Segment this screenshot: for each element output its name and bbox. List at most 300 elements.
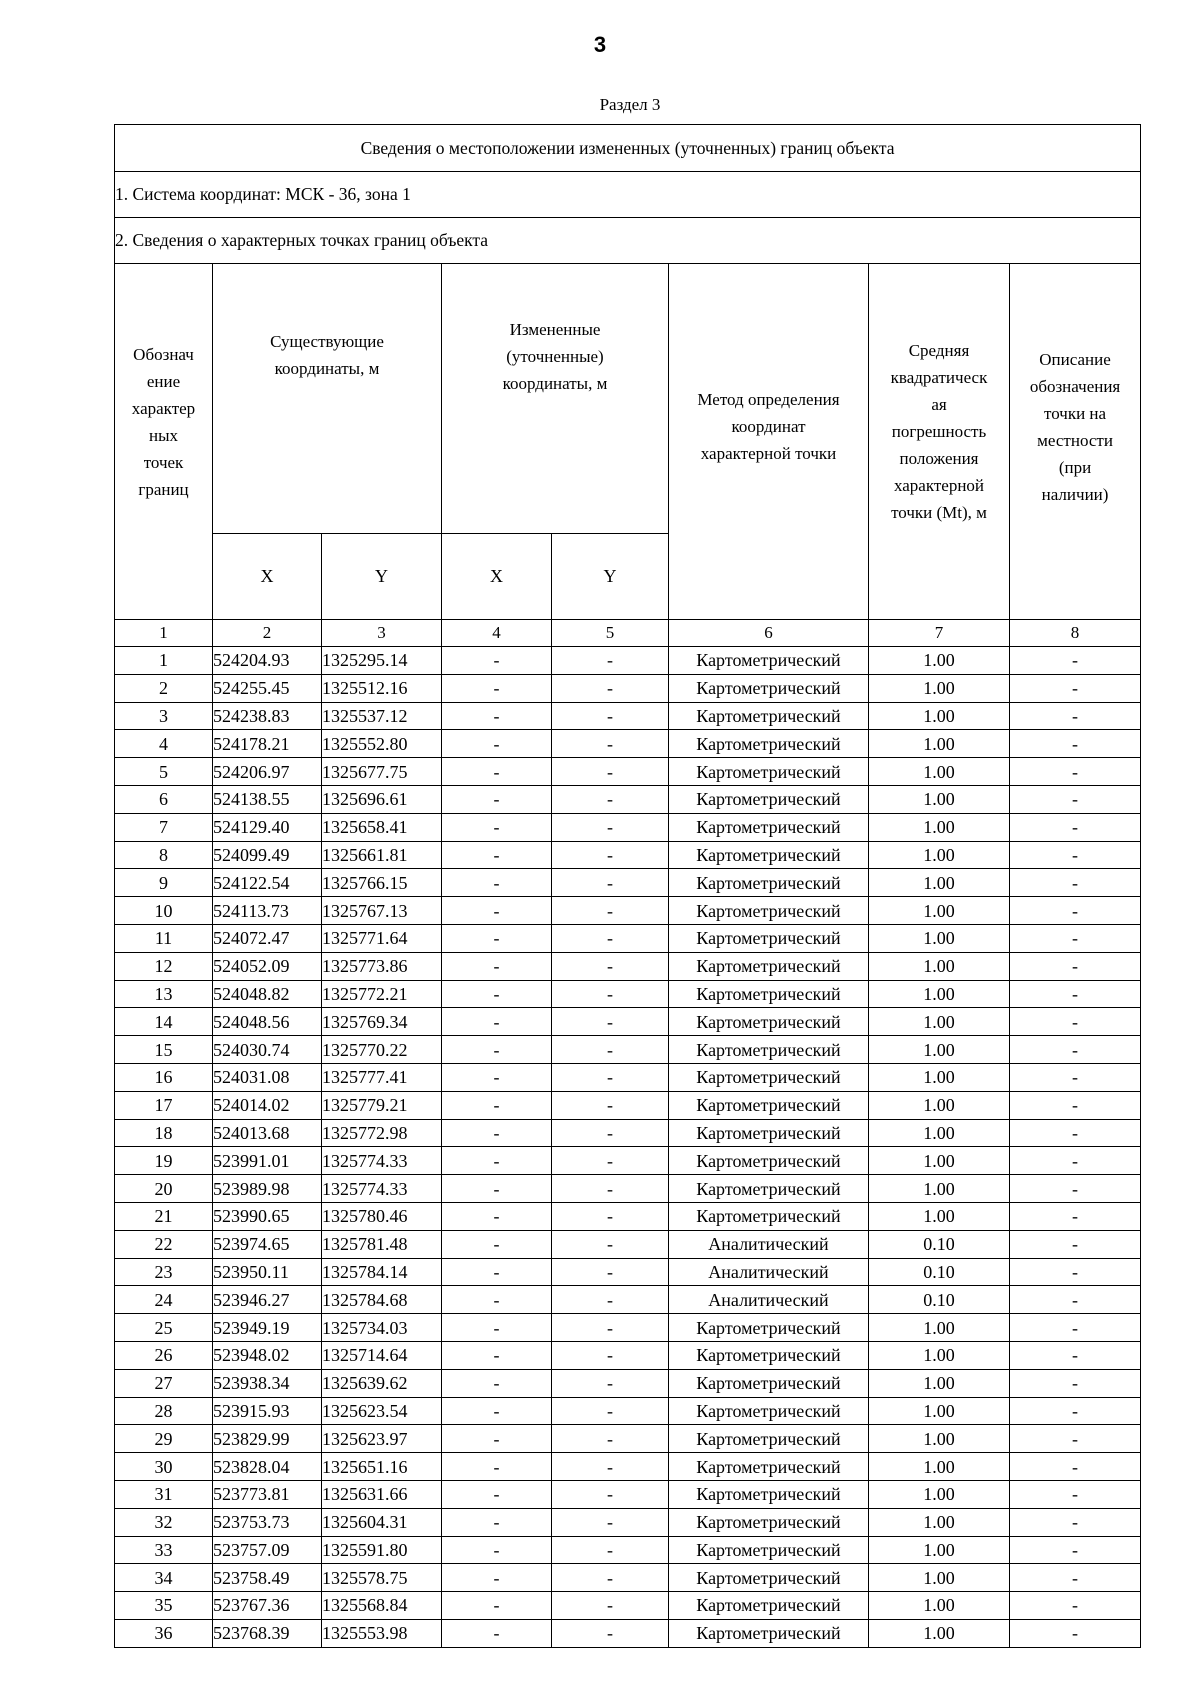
changed-y-cell: -: [552, 1314, 669, 1342]
description-cell: -: [1010, 952, 1141, 980]
existing-x-cell: 523989.98: [213, 1175, 322, 1203]
error-mt-cell: 1.00: [869, 869, 1010, 897]
changed-y-cell: -: [552, 647, 669, 675]
table-row: [115, 674, 1141, 702]
changed-x-cell: -: [442, 1564, 552, 1592]
error-mt-cell: 1.00: [869, 1091, 1010, 1119]
method-cell: Картометрический: [669, 1202, 869, 1230]
point-number-cell: 13: [115, 980, 213, 1008]
existing-x-cell: 524014.02: [213, 1091, 322, 1119]
changed-x-cell: -: [442, 1147, 552, 1175]
method-cell: Картометрический: [669, 1425, 869, 1453]
existing-x-cell: 523938.34: [213, 1369, 322, 1397]
description-cell: -: [1010, 1091, 1141, 1119]
point-number-cell: 6: [115, 785, 213, 813]
point-number-cell: 34: [115, 1564, 213, 1592]
existing-y-cell: 1325770.22: [322, 1036, 442, 1064]
changed-y-cell: -: [552, 1119, 669, 1147]
method-cell: Картометрический: [669, 1008, 869, 1036]
point-number-cell: 25: [115, 1314, 213, 1342]
description-cell: -: [1010, 1175, 1141, 1203]
point-number-cell: 27: [115, 1369, 213, 1397]
point-number-cell: 7: [115, 813, 213, 841]
error-mt-cell: 1.00: [869, 897, 1010, 925]
existing-x-cell: 524113.73: [213, 897, 322, 925]
existing-y-cell: 1325604.31: [322, 1508, 442, 1536]
header-changed-x: X: [442, 534, 552, 620]
point-number-cell: 15: [115, 1036, 213, 1064]
existing-x-cell: 524206.97: [213, 758, 322, 786]
header-existing-y: Y: [322, 534, 442, 620]
table-title: Сведения о местоположении измененных (уточненных) границ объекта: [115, 125, 1141, 172]
existing-y-cell: 1325623.97: [322, 1425, 442, 1453]
column-number-row: [115, 620, 1141, 647]
changed-y-cell: -: [552, 869, 669, 897]
changed-y-cell: -: [552, 758, 669, 786]
changed-y-cell: -: [552, 1091, 669, 1119]
changed-x-cell: -: [442, 841, 552, 869]
point-number-cell: 3: [115, 702, 213, 730]
changed-x-cell: -: [442, 1536, 552, 1564]
table-row: [115, 869, 1141, 897]
method-cell: Картометрический: [669, 785, 869, 813]
method-cell: Картометрический: [669, 1091, 869, 1119]
error-mt-cell: 1.00: [869, 1536, 1010, 1564]
changed-y-cell: -: [552, 1341, 669, 1369]
method-cell: Картометрический: [669, 897, 869, 925]
table-row: [115, 1425, 1141, 1453]
description-cell: -: [1010, 1341, 1141, 1369]
changed-x-cell: -: [442, 1508, 552, 1536]
existing-y-cell: 1325714.64: [322, 1341, 442, 1369]
changed-y-cell: -: [552, 841, 669, 869]
point-number-cell: 22: [115, 1230, 213, 1258]
method-cell: Картометрический: [669, 1480, 869, 1508]
error-mt-cell: 1.00: [869, 1063, 1010, 1091]
description-cell: -: [1010, 674, 1141, 702]
error-mt-cell: 1.00: [869, 1119, 1010, 1147]
method-cell: Картометрический: [669, 674, 869, 702]
existing-y-cell: 1325767.13: [322, 897, 442, 925]
existing-x-cell: 524048.56: [213, 1008, 322, 1036]
header-error: Средняя квадратическ ая погрешность положения характерной точки (Mt), м: [869, 264, 1010, 620]
description-cell: -: [1010, 1202, 1141, 1230]
method-cell: Картометрический: [669, 1369, 869, 1397]
existing-x-cell: 524072.47: [213, 924, 322, 952]
description-cell: -: [1010, 1564, 1141, 1592]
existing-x-cell: 523949.19: [213, 1314, 322, 1342]
method-cell: Картометрический: [669, 1397, 869, 1425]
description-cell: -: [1010, 1397, 1141, 1425]
existing-x-cell: 524204.93: [213, 647, 322, 675]
changed-x-cell: -: [442, 1619, 552, 1647]
changed-x-cell: -: [442, 1369, 552, 1397]
changed-x-cell: -: [442, 1341, 552, 1369]
existing-y-cell: 1325568.84: [322, 1592, 442, 1620]
changed-x-cell: -: [442, 980, 552, 1008]
error-mt-cell: 1.00: [869, 924, 1010, 952]
existing-y-cell: 1325578.75: [322, 1564, 442, 1592]
description-cell: -: [1010, 813, 1141, 841]
point-number-cell: 23: [115, 1258, 213, 1286]
description-cell: -: [1010, 1536, 1141, 1564]
point-number-cell: 31: [115, 1480, 213, 1508]
description-cell: -: [1010, 897, 1141, 925]
coordinate-system: 1. Система координат: МСК - 36, зона 1: [115, 172, 1141, 218]
changed-y-cell: -: [552, 924, 669, 952]
description-cell: -: [1010, 1619, 1141, 1647]
changed-x-cell: -: [442, 924, 552, 952]
point-number-cell: 14: [115, 1008, 213, 1036]
error-mt-cell: 0.10: [869, 1286, 1010, 1314]
existing-x-cell: 524255.45: [213, 674, 322, 702]
changed-x-cell: -: [442, 1397, 552, 1425]
existing-x-cell: 524122.54: [213, 869, 322, 897]
description-cell: -: [1010, 1369, 1141, 1397]
description-cell: -: [1010, 1119, 1141, 1147]
existing-x-cell: 523757.09: [213, 1536, 322, 1564]
changed-y-cell: -: [552, 702, 669, 730]
description-cell: -: [1010, 1508, 1141, 1536]
boundary-points-table: [114, 124, 1141, 1648]
error-mt-cell: 1.00: [869, 1036, 1010, 1064]
existing-y-cell: 1325781.48: [322, 1230, 442, 1258]
point-number-cell: 21: [115, 1202, 213, 1230]
error-mt-cell: 0.10: [869, 1258, 1010, 1286]
error-mt-cell: 1.00: [869, 841, 1010, 869]
changed-y-cell: -: [552, 1480, 669, 1508]
changed-y-cell: -: [552, 1063, 669, 1091]
table-row: [115, 647, 1141, 675]
column-number: 5: [552, 620, 669, 647]
error-mt-cell: 1.00: [869, 952, 1010, 980]
point-number-cell: 18: [115, 1119, 213, 1147]
changed-y-cell: -: [552, 813, 669, 841]
point-number-cell: 10: [115, 897, 213, 925]
existing-x-cell: 524052.09: [213, 952, 322, 980]
column-number: 2: [213, 620, 322, 647]
existing-x-cell: 524048.82: [213, 980, 322, 1008]
description-cell: -: [1010, 869, 1141, 897]
changed-y-cell: -: [552, 1564, 669, 1592]
existing-y-cell: 1325771.64: [322, 924, 442, 952]
existing-y-cell: 1325295.14: [322, 647, 442, 675]
header-changed-y: Y: [552, 534, 669, 620]
existing-x-cell: 523758.49: [213, 1564, 322, 1592]
existing-x-cell: 523768.39: [213, 1619, 322, 1647]
changed-y-cell: -: [552, 1036, 669, 1064]
changed-y-cell: -: [552, 1397, 669, 1425]
method-cell: Картометрический: [669, 1619, 869, 1647]
existing-y-cell: 1325696.61: [322, 785, 442, 813]
header-existing-coords: Существующие координаты, м: [213, 264, 442, 534]
changed-x-cell: -: [442, 897, 552, 925]
error-mt-cell: 1.00: [869, 1202, 1010, 1230]
existing-x-cell: 523950.11: [213, 1258, 322, 1286]
method-cell: Картометрический: [669, 924, 869, 952]
table-row: [115, 1564, 1141, 1592]
error-mt-cell: 1.00: [869, 758, 1010, 786]
changed-y-cell: -: [552, 1536, 669, 1564]
changed-x-cell: -: [442, 1480, 552, 1508]
existing-x-cell: 523974.65: [213, 1230, 322, 1258]
method-cell: Картометрический: [669, 1453, 869, 1481]
description-cell: -: [1010, 841, 1141, 869]
existing-x-cell: 523946.27: [213, 1286, 322, 1314]
error-mt-cell: 1.00: [869, 785, 1010, 813]
existing-y-cell: 1325631.66: [322, 1480, 442, 1508]
method-cell: Аналитический: [669, 1258, 869, 1286]
existing-y-cell: 1325639.62: [322, 1369, 442, 1397]
error-mt-cell: 1.00: [869, 1147, 1010, 1175]
point-number-cell: 20: [115, 1175, 213, 1203]
existing-x-cell: 523990.65: [213, 1202, 322, 1230]
changed-x-cell: -: [442, 1091, 552, 1119]
description-cell: -: [1010, 1147, 1141, 1175]
changed-y-cell: -: [552, 1453, 669, 1481]
changed-x-cell: -: [442, 1314, 552, 1342]
changed-y-cell: -: [552, 1008, 669, 1036]
error-mt-cell: 1.00: [869, 1175, 1010, 1203]
table-row: [115, 1258, 1141, 1286]
table-row: [115, 813, 1141, 841]
description-cell: -: [1010, 924, 1141, 952]
error-mt-cell: 1.00: [869, 1592, 1010, 1620]
changed-y-cell: -: [552, 952, 669, 980]
description-cell: -: [1010, 1425, 1141, 1453]
description-cell: -: [1010, 1314, 1141, 1342]
error-mt-cell: 1.00: [869, 702, 1010, 730]
method-cell: Аналитический: [669, 1286, 869, 1314]
method-cell: Картометрический: [669, 1508, 869, 1536]
method-cell: Картометрический: [669, 869, 869, 897]
existing-y-cell: 1325777.41: [322, 1063, 442, 1091]
table-row: [115, 702, 1141, 730]
error-mt-cell: 1.00: [869, 1397, 1010, 1425]
table-row: [115, 980, 1141, 1008]
existing-x-cell: 524129.40: [213, 813, 322, 841]
existing-y-cell: 1325773.86: [322, 952, 442, 980]
description-cell: -: [1010, 980, 1141, 1008]
description-cell: -: [1010, 1286, 1141, 1314]
point-number-cell: 30: [115, 1453, 213, 1481]
table-row: [115, 1175, 1141, 1203]
changed-x-cell: -: [442, 1036, 552, 1064]
existing-x-cell: 524238.83: [213, 702, 322, 730]
changed-x-cell: -: [442, 702, 552, 730]
changed-x-cell: -: [442, 813, 552, 841]
existing-x-cell: 523828.04: [213, 1453, 322, 1481]
table-row: [115, 758, 1141, 786]
changed-y-cell: -: [552, 1508, 669, 1536]
table-row: [115, 924, 1141, 952]
changed-x-cell: -: [442, 647, 552, 675]
existing-y-cell: 1325552.80: [322, 730, 442, 758]
changed-y-cell: -: [552, 897, 669, 925]
method-cell: Картометрический: [669, 980, 869, 1008]
table-row: [115, 841, 1141, 869]
section-label: Раздел 3: [599, 95, 661, 114]
changed-x-cell: -: [442, 1008, 552, 1036]
point-number-cell: 2: [115, 674, 213, 702]
point-number-cell: 28: [115, 1397, 213, 1425]
point-number-cell: 32: [115, 1508, 213, 1536]
error-mt-cell: 1.00: [869, 813, 1010, 841]
existing-x-cell: 524138.55: [213, 785, 322, 813]
table-row: [115, 897, 1141, 925]
point-number-cell: 17: [115, 1091, 213, 1119]
point-number-cell: 36: [115, 1619, 213, 1647]
header-point-designation: Обознач ение характер ных точек границ: [115, 264, 213, 620]
error-mt-cell: 1.00: [869, 674, 1010, 702]
point-number-cell: 1: [115, 647, 213, 675]
point-number-cell: 5: [115, 758, 213, 786]
changed-x-cell: -: [442, 1063, 552, 1091]
existing-y-cell: 1325734.03: [322, 1314, 442, 1342]
existing-y-cell: 1325651.16: [322, 1453, 442, 1481]
existing-x-cell: 523767.36: [213, 1592, 322, 1620]
existing-x-cell: 524099.49: [213, 841, 322, 869]
header-changed-coords: Измененные (уточненные) координаты, м: [442, 264, 669, 534]
existing-y-cell: 1325779.21: [322, 1091, 442, 1119]
existing-x-cell: 523773.81: [213, 1480, 322, 1508]
point-number-cell: 16: [115, 1063, 213, 1091]
method-cell: Картометрический: [669, 1341, 869, 1369]
method-cell: Картометрический: [669, 1063, 869, 1091]
table-row: [115, 1508, 1141, 1536]
page-number: 3: [593, 32, 607, 57]
existing-y-cell: 1325766.15: [322, 869, 442, 897]
table-row: [115, 1063, 1141, 1091]
error-mt-cell: 1.00: [869, 730, 1010, 758]
changed-y-cell: -: [552, 674, 669, 702]
error-mt-cell: 1.00: [869, 647, 1010, 675]
changed-y-cell: -: [552, 1202, 669, 1230]
table-row: [115, 1119, 1141, 1147]
error-mt-cell: 1.00: [869, 1008, 1010, 1036]
existing-y-cell: 1325512.16: [322, 674, 442, 702]
description-cell: -: [1010, 702, 1141, 730]
method-cell: Картометрический: [669, 841, 869, 869]
error-mt-cell: 1.00: [869, 1425, 1010, 1453]
changed-x-cell: -: [442, 1258, 552, 1286]
description-cell: -: [1010, 1036, 1141, 1064]
changed-y-cell: -: [552, 980, 669, 1008]
changed-y-cell: -: [552, 1258, 669, 1286]
changed-y-cell: -: [552, 1425, 669, 1453]
error-mt-cell: 1.00: [869, 1508, 1010, 1536]
point-number-cell: 8: [115, 841, 213, 869]
column-number: 6: [669, 620, 869, 647]
description-cell: -: [1010, 1258, 1141, 1286]
method-cell: Картометрический: [669, 730, 869, 758]
point-number-cell: 11: [115, 924, 213, 952]
method-cell: Картометрический: [669, 1036, 869, 1064]
existing-y-cell: 1325769.34: [322, 1008, 442, 1036]
existing-x-cell: 523948.02: [213, 1341, 322, 1369]
error-mt-cell: 0.10: [869, 1230, 1010, 1258]
method-cell: Картометрический: [669, 1147, 869, 1175]
existing-y-cell: 1325774.33: [322, 1147, 442, 1175]
existing-x-cell: 524013.68: [213, 1119, 322, 1147]
table-row: [115, 1480, 1141, 1508]
existing-x-cell: 523915.93: [213, 1397, 322, 1425]
error-mt-cell: 1.00: [869, 980, 1010, 1008]
changed-x-cell: -: [442, 1119, 552, 1147]
description-cell: -: [1010, 1480, 1141, 1508]
changed-x-cell: -: [442, 1230, 552, 1258]
table-row: [115, 1036, 1141, 1064]
description-cell: -: [1010, 1592, 1141, 1620]
existing-y-cell: 1325784.14: [322, 1258, 442, 1286]
table-row: [115, 1341, 1141, 1369]
description-cell: -: [1010, 758, 1141, 786]
column-number: 8: [1010, 620, 1141, 647]
description-cell: -: [1010, 647, 1141, 675]
point-number-cell: 19: [115, 1147, 213, 1175]
description-cell: -: [1010, 1008, 1141, 1036]
description-cell: -: [1010, 730, 1141, 758]
point-number-cell: 24: [115, 1286, 213, 1314]
method-cell: Аналитический: [669, 1230, 869, 1258]
changed-y-cell: -: [552, 1230, 669, 1258]
column-number: 4: [442, 620, 552, 647]
error-mt-cell: 1.00: [869, 1341, 1010, 1369]
point-number-cell: 4: [115, 730, 213, 758]
table-row: [115, 1314, 1141, 1342]
error-mt-cell: 1.00: [869, 1564, 1010, 1592]
header-description: Описание обозначения точки на местности (при наличии): [1010, 264, 1141, 620]
existing-x-cell: 523991.01: [213, 1147, 322, 1175]
changed-x-cell: -: [442, 869, 552, 897]
existing-y-cell: 1325772.21: [322, 980, 442, 1008]
error-mt-cell: 1.00: [869, 1314, 1010, 1342]
table-row: [115, 1619, 1141, 1647]
table-row: [115, 785, 1141, 813]
description-cell: -: [1010, 1453, 1141, 1481]
existing-y-cell: 1325772.98: [322, 1119, 442, 1147]
table-row: [115, 1091, 1141, 1119]
description-cell: -: [1010, 785, 1141, 813]
table-row: [115, 1202, 1141, 1230]
changed-y-cell: -: [552, 1175, 669, 1203]
method-cell: Картометрический: [669, 952, 869, 980]
table-row: [115, 1369, 1141, 1397]
table-row: [115, 1397, 1141, 1425]
changed-x-cell: -: [442, 730, 552, 758]
error-mt-cell: 1.00: [869, 1619, 1010, 1647]
description-cell: -: [1010, 1230, 1141, 1258]
existing-y-cell: 1325784.68: [322, 1286, 442, 1314]
changed-y-cell: -: [552, 730, 669, 758]
existing-y-cell: 1325677.75: [322, 758, 442, 786]
method-cell: Картометрический: [669, 758, 869, 786]
method-cell: Картометрический: [669, 1592, 869, 1620]
existing-y-cell: 1325623.54: [322, 1397, 442, 1425]
points-heading: 2. Сведения о характерных точках границ объекта: [115, 218, 1141, 264]
table-row: [115, 1230, 1141, 1258]
table-row: [115, 1592, 1141, 1620]
changed-x-cell: -: [442, 785, 552, 813]
error-mt-cell: 1.00: [869, 1480, 1010, 1508]
changed-x-cell: -: [442, 952, 552, 980]
changed-y-cell: -: [552, 1147, 669, 1175]
point-number-cell: 33: [115, 1536, 213, 1564]
method-cell: Картометрический: [669, 1564, 869, 1592]
table-row: [115, 1453, 1141, 1481]
existing-x-cell: 524031.08: [213, 1063, 322, 1091]
existing-x-cell: 523829.99: [213, 1425, 322, 1453]
